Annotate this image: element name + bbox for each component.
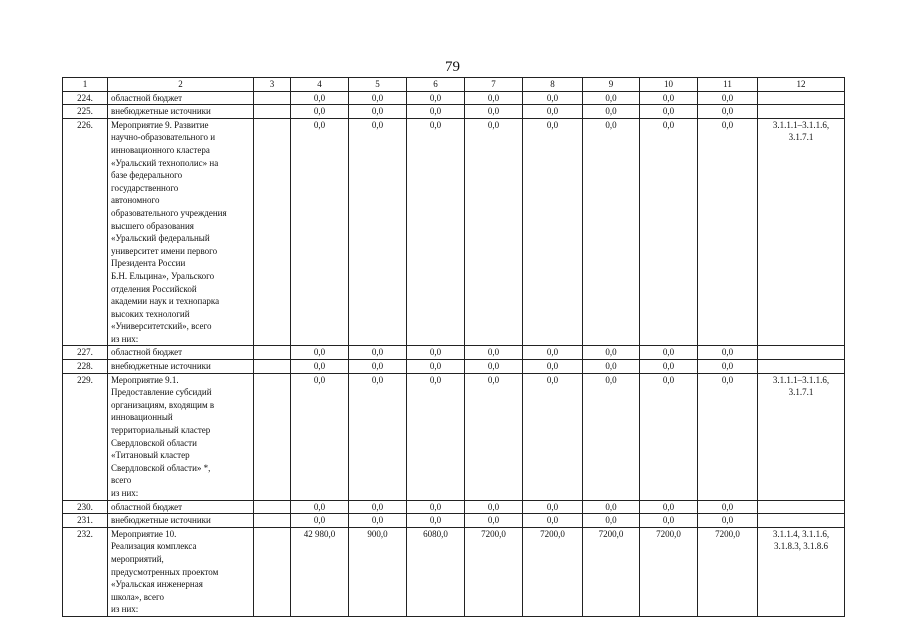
value-cell: 0,0 (698, 118, 758, 346)
row-name-cell: внебюджетные источники (108, 360, 254, 374)
column-3-cell (254, 91, 291, 105)
value-cell: 0,0 (465, 118, 523, 346)
value-cell: 0,0 (465, 346, 523, 360)
column-3-cell (254, 105, 291, 119)
row-name-cell: Мероприятие 9. Развитие научно-образовательного и инновационного кластера «Уральский технополис» на базе федерального государственного автономного образовательного учреждения высшего образования «Уральский федеральный университет имени первого Президента России Б.Н. Ельцина», Уральского отделения Российской академии наук и технопарка высоких технологий «Университетский», всего из них: (108, 118, 254, 346)
value-cell: 0,0 (291, 91, 349, 105)
value-cell: 0,0 (640, 373, 698, 500)
column-header: 1 (63, 78, 108, 92)
value-cell: 7200,0 (583, 527, 640, 616)
column-3-cell (254, 527, 291, 616)
value-cell: 7200,0 (523, 527, 583, 616)
column-header: 8 (523, 78, 583, 92)
column-header: 6 (407, 78, 465, 92)
value-cell: 0,0 (523, 105, 583, 119)
table-row (63, 514, 845, 528)
value-cell: 0,0 (523, 118, 583, 346)
value-cell: 0,0 (523, 500, 583, 514)
value-cell: 0,0 (407, 346, 465, 360)
target-ref-cell (758, 514, 845, 528)
row-name-cell: Мероприятие 10. Реализация комплекса мероприятий, предусмотренных проектом «Уральская инженерная школа», всего из них: (108, 527, 254, 616)
table-row (63, 373, 845, 500)
table-row (63, 91, 845, 105)
table-row (63, 105, 845, 119)
value-cell: 0,0 (698, 105, 758, 119)
row-number-cell: 224. (63, 91, 108, 105)
value-cell: 0,0 (291, 373, 349, 500)
value-cell: 0,0 (407, 514, 465, 528)
row-number-cell: 230. (63, 500, 108, 514)
value-cell: 0,0 (640, 118, 698, 346)
column-3-cell (254, 118, 291, 346)
row-number-cell: 232. (63, 527, 108, 616)
value-cell: 0,0 (465, 105, 523, 119)
value-cell: 42 980,0 (291, 527, 349, 616)
value-cell: 0,0 (640, 500, 698, 514)
column-header: 10 (640, 78, 698, 92)
value-cell: 0,0 (698, 500, 758, 514)
column-3-cell (254, 500, 291, 514)
value-cell: 0,0 (698, 373, 758, 500)
target-ref-cell: 3.1.1.1–3.1.1.6, 3.1.7.1 (758, 118, 845, 346)
row-number-cell: 229. (63, 373, 108, 500)
column-header: 12 (758, 78, 845, 92)
value-cell: 0,0 (698, 360, 758, 374)
column-header: 3 (254, 78, 291, 92)
table-row (63, 500, 845, 514)
value-cell: 0,0 (465, 360, 523, 374)
row-number-cell: 226. (63, 118, 108, 346)
table-header-row (63, 78, 845, 92)
value-cell: 0,0 (291, 514, 349, 528)
value-cell: 7200,0 (640, 527, 698, 616)
column-header: 9 (583, 78, 640, 92)
table-row (63, 346, 845, 360)
value-cell: 0,0 (465, 373, 523, 500)
value-cell: 0,0 (583, 514, 640, 528)
value-cell: 0,0 (523, 91, 583, 105)
target-ref-cell (758, 105, 845, 119)
value-cell: 0,0 (583, 118, 640, 346)
value-cell: 0,0 (640, 105, 698, 119)
target-ref-cell (758, 346, 845, 360)
value-cell: 900,0 (349, 527, 407, 616)
table-row (63, 527, 845, 616)
value-cell: 0,0 (523, 360, 583, 374)
value-cell: 6080,0 (407, 527, 465, 616)
value-cell: 0,0 (583, 105, 640, 119)
value-cell: 7200,0 (698, 527, 758, 616)
value-cell: 0,0 (465, 500, 523, 514)
target-ref-cell: 3.1.1.1–3.1.1.6, 3.1.7.1 (758, 373, 845, 500)
target-ref-cell (758, 500, 845, 514)
row-number-cell: 228. (63, 360, 108, 374)
table-row (63, 360, 845, 374)
value-cell: 0,0 (349, 373, 407, 500)
value-cell: 7200,0 (465, 527, 523, 616)
value-cell: 0,0 (583, 360, 640, 374)
row-name-cell: Мероприятие 9.1. Предоставление субсидий организациям, входящим в инновационный территориальный кластер Свердловской области «Титановый кластер Свердловской области» *, всего из них: (108, 373, 254, 500)
row-name-cell: областной бюджет (108, 500, 254, 514)
value-cell: 0,0 (465, 91, 523, 105)
value-cell: 0,0 (349, 105, 407, 119)
column-header: 11 (698, 78, 758, 92)
value-cell: 0,0 (640, 360, 698, 374)
column-header: 5 (349, 78, 407, 92)
value-cell: 0,0 (407, 91, 465, 105)
target-ref-cell: 3.1.1.4, 3.1.1.6, 3.1.8.3, 3.1.8.6 (758, 527, 845, 616)
value-cell: 0,0 (291, 500, 349, 514)
column-header: 7 (465, 78, 523, 92)
column-header: 4 (291, 78, 349, 92)
value-cell: 0,0 (291, 118, 349, 346)
row-number-cell: 225. (63, 105, 108, 119)
value-cell: 0,0 (698, 346, 758, 360)
value-cell: 0,0 (349, 91, 407, 105)
row-name-cell: внебюджетные источники (108, 514, 254, 528)
row-name-cell: внебюджетные источники (108, 105, 254, 119)
column-3-cell (254, 373, 291, 500)
value-cell: 0,0 (407, 105, 465, 119)
value-cell: 0,0 (583, 500, 640, 514)
value-cell: 0,0 (523, 514, 583, 528)
column-3-cell (254, 360, 291, 374)
value-cell: 0,0 (583, 346, 640, 360)
value-cell: 0,0 (640, 91, 698, 105)
value-cell: 0,0 (407, 500, 465, 514)
value-cell: 0,0 (583, 91, 640, 105)
value-cell: 0,0 (349, 118, 407, 346)
target-ref-cell (758, 360, 845, 374)
row-number-cell: 227. (63, 346, 108, 360)
value-cell: 0,0 (349, 360, 407, 374)
value-cell: 0,0 (640, 346, 698, 360)
value-cell: 0,0 (407, 360, 465, 374)
value-cell: 0,0 (465, 514, 523, 528)
value-cell: 0,0 (698, 91, 758, 105)
value-cell: 0,0 (640, 514, 698, 528)
value-cell: 0,0 (349, 514, 407, 528)
page-number: 79 (445, 59, 460, 75)
value-cell: 0,0 (291, 105, 349, 119)
budget-table (62, 77, 845, 617)
row-number-cell: 231. (63, 514, 108, 528)
value-cell: 0,0 (291, 346, 349, 360)
value-cell: 0,0 (583, 373, 640, 500)
value-cell: 0,0 (349, 346, 407, 360)
table-row (63, 118, 845, 346)
target-ref-cell (758, 91, 845, 105)
value-cell: 0,0 (407, 118, 465, 346)
value-cell: 0,0 (523, 373, 583, 500)
column-3-cell (254, 346, 291, 360)
value-cell: 0,0 (291, 360, 349, 374)
column-3-cell (254, 514, 291, 528)
value-cell: 0,0 (407, 373, 465, 500)
row-name-cell: областной бюджет (108, 346, 254, 360)
value-cell: 0,0 (523, 346, 583, 360)
value-cell: 0,0 (349, 500, 407, 514)
value-cell: 0,0 (698, 514, 758, 528)
row-name-cell: областной бюджет (108, 91, 254, 105)
column-header: 2 (108, 78, 254, 92)
